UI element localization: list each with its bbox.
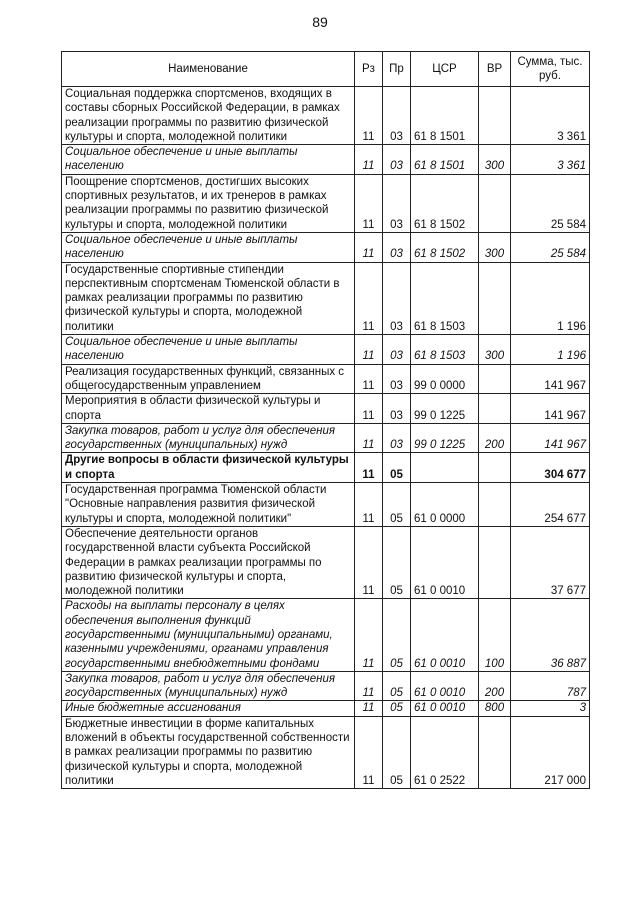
cell-csr: 99 0 0000: [411, 364, 479, 394]
cell-rz: 11: [355, 145, 383, 175]
cell-csr: 99 0 1225: [411, 394, 479, 424]
cell-vr: 200: [479, 423, 511, 453]
cell-sum: 3 361: [511, 87, 590, 145]
cell-vr: [479, 87, 511, 145]
cell-pr: 03: [383, 423, 411, 453]
cell-rz: 11: [355, 716, 383, 788]
table-row: [62, 364, 590, 394]
cell-name: Закупка товаров, работ и услуг для обеспечения государственных (муниципальных) нужд: [62, 423, 355, 453]
cell-sum: 141 967: [511, 364, 590, 394]
cell-pr: 03: [383, 232, 411, 262]
cell-rz: 11: [355, 526, 383, 598]
cell-pr: 03: [383, 335, 411, 365]
header-name: Наименование: [62, 52, 355, 87]
cell-rz: 11: [355, 174, 383, 232]
cell-name: Социальное обеспечение и иные выплаты населению: [62, 335, 355, 365]
cell-sum: 141 967: [511, 394, 590, 424]
cell-rz: 11: [355, 394, 383, 424]
page-number: 89: [312, 14, 328, 30]
cell-name: Социальное обеспечение и иные выплаты населению: [62, 145, 355, 175]
cell-name: Закупка товаров, работ и услуг для обеспечения государственных (муниципальных) нужд: [62, 671, 355, 701]
cell-pr: 03: [383, 174, 411, 232]
cell-name: Мероприятия в области физической культуры и спорта: [62, 394, 355, 424]
cell-csr: 61 8 1501: [411, 87, 479, 145]
cell-rz: 11: [355, 232, 383, 262]
table-row: [62, 483, 590, 527]
cell-vr: [479, 262, 511, 334]
table-row: [62, 87, 590, 145]
cell-vr: 300: [479, 232, 511, 262]
table-row: [62, 716, 590, 788]
cell-csr: 61 0 0010: [411, 701, 479, 716]
cell-name: Обеспечение деятельности органов государственной власти субъекта Российской Федерации в рамках реализации программы по развитию физической культуры и спорта, молодежной политики: [62, 526, 355, 598]
cell-vr: 300: [479, 145, 511, 175]
cell-vr: [479, 483, 511, 527]
table-row: [62, 145, 590, 175]
cell-name: Бюджетные инвестиции в форме капитальных вложений в объекты государственной собственности в рамках реализации программы по развитию физической культуры и спорта, молодежной политики: [62, 716, 355, 788]
cell-vr: 300: [479, 335, 511, 365]
table-row: [62, 232, 590, 262]
cell-name: Поощрение спортсменов, достигших высоких спортивных результатов, и их тренеров в рамках реализации программы по развитию физической культуры и спорта, молодежной политики: [62, 174, 355, 232]
cell-vr: [479, 453, 511, 483]
header-pr: Пр: [383, 52, 411, 87]
cell-name: Другие вопросы в области физической культуры и спорта: [62, 453, 355, 483]
cell-vr: [479, 526, 511, 598]
cell-csr: 61 8 1503: [411, 262, 479, 334]
header-csr: ЦСР: [411, 52, 479, 87]
cell-csr: [411, 453, 479, 483]
cell-sum: 1 196: [511, 335, 590, 365]
cell-sum: 25 584: [511, 232, 590, 262]
table-row: [62, 671, 590, 701]
table-row: [62, 453, 590, 483]
cell-csr: 61 0 0000: [411, 483, 479, 527]
cell-name: Государственные спортивные стипендии перспективным спортсменам Тюменской области в рамках реализации программы по развитию физической культуры и спорта, молодежной политики: [62, 262, 355, 334]
table-row: [62, 599, 590, 671]
table-body: [62, 87, 590, 789]
cell-sum: 25 584: [511, 174, 590, 232]
cell-pr: 05: [383, 671, 411, 701]
cell-pr: 03: [383, 145, 411, 175]
cell-csr: 61 0 2522: [411, 716, 479, 788]
cell-pr: 05: [383, 453, 411, 483]
cell-name: Реализация государственных функций, связанных с общегосударственным управлением: [62, 364, 355, 394]
cell-name: Государственная программа Тюменской области "Основные направления развития физической культуры и спорта, молодежной политики": [62, 483, 355, 527]
table-row: [62, 526, 590, 598]
cell-sum: 3 361: [511, 145, 590, 175]
table-row: [62, 423, 590, 453]
cell-sum: 254 677: [511, 483, 590, 527]
cell-sum: 36 887: [511, 599, 590, 671]
cell-pr: 03: [383, 262, 411, 334]
cell-pr: 03: [383, 394, 411, 424]
cell-name: Социальная поддержка спортсменов, входящих в составы сборных Российской Федерации, в рамках реализации программы по развитию физической культуры и спорта, молодежной политики: [62, 87, 355, 145]
cell-rz: 11: [355, 335, 383, 365]
cell-csr: 61 8 1501: [411, 145, 479, 175]
cell-csr: 61 0 0010: [411, 671, 479, 701]
cell-pr: 03: [383, 87, 411, 145]
cell-sum: 37 677: [511, 526, 590, 598]
header-sum: Сумма, тыс. руб.: [511, 52, 590, 87]
cell-pr: 03: [383, 364, 411, 394]
table-row: [62, 701, 590, 716]
cell-csr: 99 0 1225: [411, 423, 479, 453]
cell-sum: 217 000: [511, 716, 590, 788]
cell-vr: [479, 716, 511, 788]
cell-rz: 11: [355, 423, 383, 453]
cell-csr: 61 0 0010: [411, 599, 479, 671]
cell-name: Расходы на выплаты персоналу в целях обеспечения выполнения функций государственными (муниципальными) органами, казенными учреждениями, органами управления государственными внебюджетными фондами: [62, 599, 355, 671]
cell-vr: 100: [479, 599, 511, 671]
cell-rz: 11: [355, 262, 383, 334]
cell-rz: 11: [355, 453, 383, 483]
cell-rz: 11: [355, 671, 383, 701]
cell-vr: 200: [479, 671, 511, 701]
cell-sum: 141 967: [511, 423, 590, 453]
table-row: [62, 335, 590, 365]
cell-rz: 11: [355, 599, 383, 671]
table-row: [62, 394, 590, 424]
cell-rz: 11: [355, 364, 383, 394]
cell-pr: 05: [383, 483, 411, 527]
cell-pr: 05: [383, 701, 411, 716]
cell-sum: 787: [511, 671, 590, 701]
cell-sum: 304 677: [511, 453, 590, 483]
cell-rz: 11: [355, 87, 383, 145]
header-rz: Рз: [355, 52, 383, 87]
cell-name: Иные бюджетные ассигнования: [62, 701, 355, 716]
cell-sum: 3: [511, 701, 590, 716]
cell-vr: [479, 364, 511, 394]
cell-name: Социальное обеспечение и иные выплаты населению: [62, 232, 355, 262]
cell-pr: 05: [383, 526, 411, 598]
cell-vr: [479, 394, 511, 424]
table-header-row: [62, 52, 590, 87]
table-row: [62, 174, 590, 232]
cell-pr: 05: [383, 599, 411, 671]
cell-pr: 05: [383, 716, 411, 788]
table-row: [62, 262, 590, 334]
cell-csr: 61 8 1502: [411, 174, 479, 232]
header-vr: ВР: [479, 52, 511, 87]
cell-rz: 11: [355, 701, 383, 716]
cell-vr: 800: [479, 701, 511, 716]
cell-csr: 61 8 1503: [411, 335, 479, 365]
cell-rz: 11: [355, 483, 383, 527]
cell-csr: 61 8 1502: [411, 232, 479, 262]
cell-vr: [479, 174, 511, 232]
budget-table: [61, 51, 590, 789]
cell-csr: 61 0 0010: [411, 526, 479, 598]
cell-sum: 1 196: [511, 262, 590, 334]
